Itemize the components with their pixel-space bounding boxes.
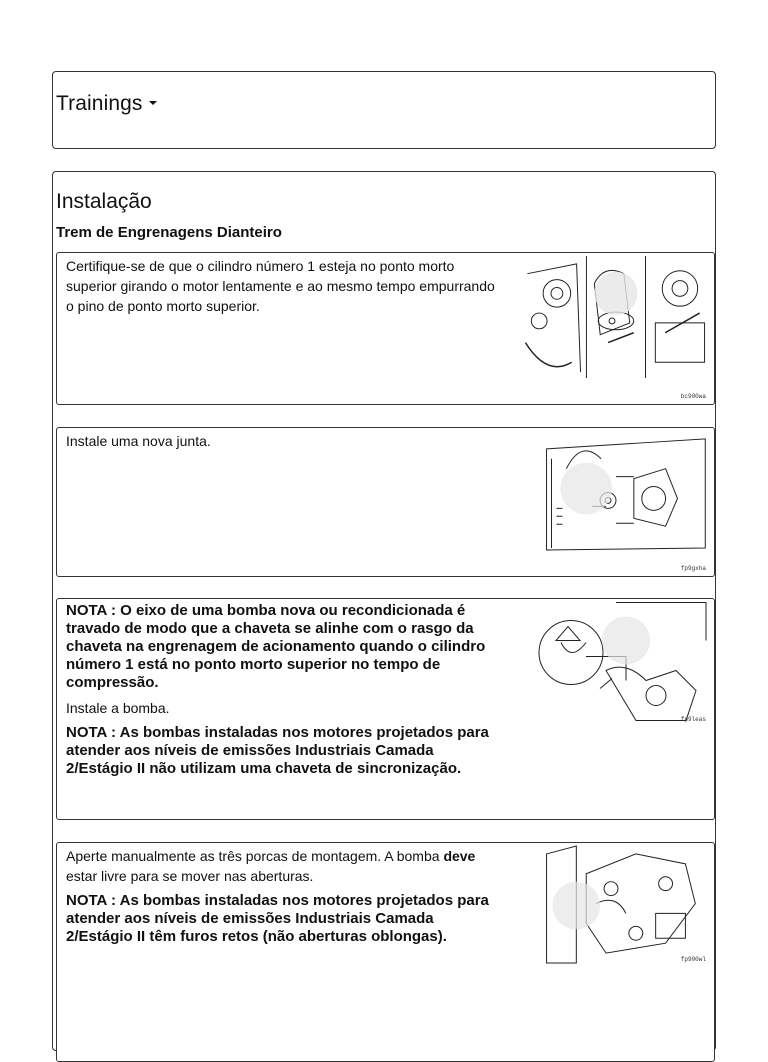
gasket-illustration [516, 429, 712, 554]
step-3-instruction: Instale a bomba. [66, 700, 170, 716]
trainings-dropdown[interactable] [56, 92, 157, 116]
trainings-title: Trainings [56, 92, 143, 115]
content-panel [52, 171, 716, 1051]
pump-key-illustration [516, 600, 712, 725]
step-1-figure-code: bc900wa [680, 393, 706, 400]
step-1-figure [516, 254, 712, 380]
nota-3: NOTA : As bombas instaladas nos motores projetados para atender aos níveis de emissões Industriais Camada 2/Estágio II têm furos retos (não aberturas oblongas). [66, 892, 489, 945]
step-2-figure-code: fp9gxha [680, 565, 706, 572]
section-subtitle: Trem de Engrenagens Dianteiro [56, 224, 282, 241]
step-4-figure [516, 844, 712, 965]
step-4-instruction: Aperte manualmente as três porcas de montagem. A bomba deve estar livre para se mover nas aberturas. [66, 848, 476, 884]
engine-tdc-illustration [516, 254, 712, 380]
section-title: Instalação [56, 190, 152, 213]
step-4 [56, 842, 715, 1062]
step-1-text: Certifique-se de que o cilindro número 1 esteja no ponto morto superior girando o motor lentamente e ao mesmo tempo empurrando o pino de ponto morto superior. [66, 258, 495, 314]
step-3-figure-code: fp9leas [680, 716, 706, 723]
step-3 [56, 598, 715, 820]
trainings-header-panel [52, 71, 716, 149]
nota-2: NOTA : As bombas instaladas nos motores projetados para atender aos níveis de emissões Industriais Camada 2/Estágio II não utilizam uma chaveta de sincronização. [66, 724, 489, 777]
step-3-text [66, 602, 496, 784]
nota-1: NOTA : O eixo de uma bomba nova ou recondicionada é travado de modo que a chaveta se alinhe com o rasgo da chaveta na engrenagem de acionamento quando o cilindro número 1 está no ponto morto superior no tempo de compressão. [66, 602, 486, 691]
step-4-text [66, 846, 496, 952]
step-3-figure [516, 600, 712, 725]
step-2 [56, 427, 715, 577]
caret-down-icon [149, 101, 157, 105]
step-1 [56, 252, 715, 405]
mounting-nuts-illustration [516, 844, 712, 965]
step-2-text: Instale uma nova junta. [66, 433, 211, 449]
step-2-figure [516, 429, 712, 554]
step-4-figure-code: fp900wl [680, 956, 706, 963]
